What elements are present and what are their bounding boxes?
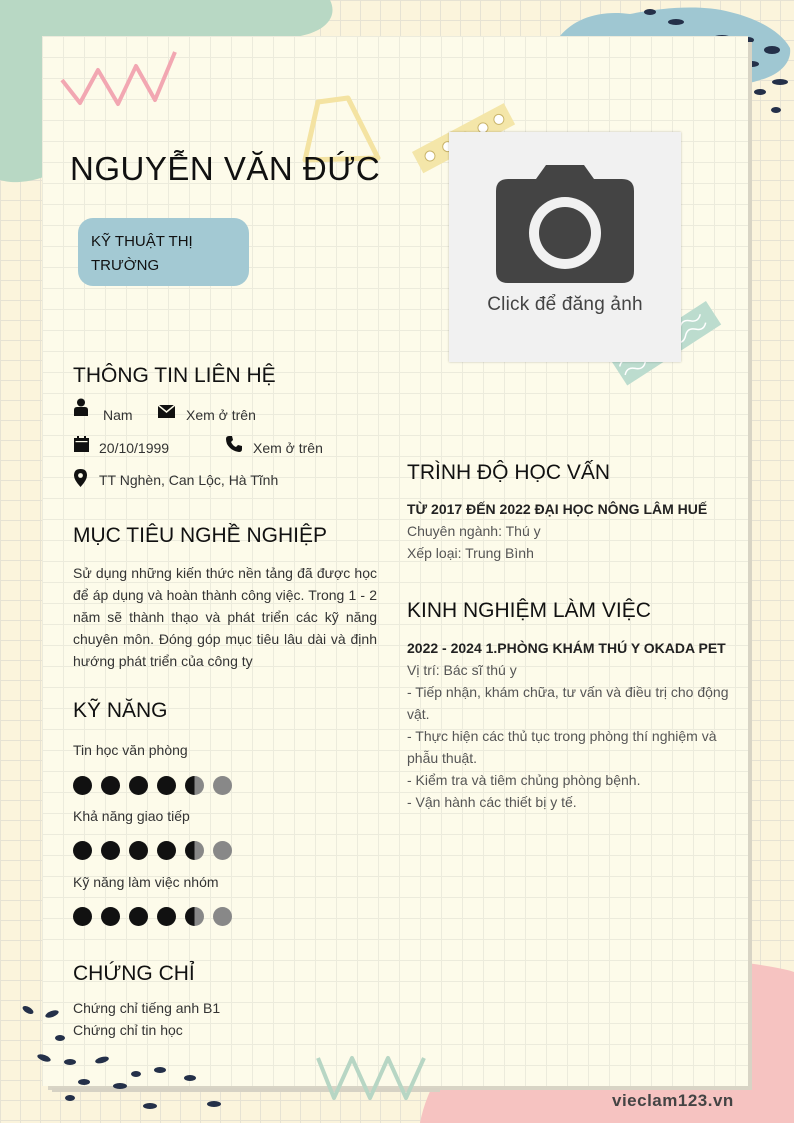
pink-zigzag [62,52,175,104]
objective-heading: MỤC TIÊU NGHỀ NGHIỆP [73,524,327,547]
skill-rating-3 [73,907,232,926]
contact-phone[interactable]: Xem ở trên [253,440,323,456]
rating-dot [157,776,176,795]
rating-dot [157,907,176,926]
education-heading: TRÌNH ĐỘ HỌC VẤN [407,461,611,484]
experience-line[interactable]: - Tiếp nhận, khám chữa, tư vấn và điều trị cho động vật. [407,684,729,722]
contact-gender[interactable]: Nam [103,407,133,423]
camera-icon [496,165,634,285]
rating-dot [73,907,92,926]
photo-upload[interactable] [449,132,681,362]
skills-heading: KỸ NĂNG [73,699,168,722]
experience-line[interactable]: - Vận hành các thiết bị y tế. [407,794,577,810]
objective-text[interactable]: Sử dụng những kiến thức nền tảng đã được học để áp dụng và hoàn thành công việc. Trong 1 - 2 năm sẽ thành thạo và phát triển các kỹ năng chuyên môn. Đóng góp mục tiêu lâu dài và định hướng phát triển của công ty [73,565,377,669]
rating-dot [129,907,148,926]
contact-address[interactable]: TT Nghèn, Can Lộc, Hà Tĩnh [99,472,279,488]
certificates-heading: CHỨNG CHỈ [73,962,195,985]
certificate-item-2[interactable]: Chứng chỉ tin học [73,1022,183,1038]
site-watermark: vieclam123.vn [612,1091,734,1110]
rating-dot [185,841,204,860]
contact-heading: THÔNG TIN LIÊN HỆ [73,364,276,387]
rating-dot [213,776,232,795]
mail-icon [158,405,175,418]
skill-rating-2 [73,841,232,860]
experience-line[interactable]: Vị trí: Bác sĩ thú y [407,662,517,678]
position-badge[interactable] [78,218,249,286]
bottom-specks [21,1004,221,1109]
skill-name-3[interactable]: Kỹ năng làm việc nhóm [73,874,219,890]
phone-icon [226,436,242,452]
contact-birthday[interactable]: 20/10/1999 [99,440,170,456]
rating-dot [185,907,204,926]
rating-dot [101,776,120,795]
location-pin-icon [74,469,87,487]
rating-dot [213,907,232,926]
skill-name-1[interactable]: Tin học văn phòng [73,742,188,758]
rating-dot [101,907,120,926]
position-text[interactable]: KỸ THUẬT THỊ TRƯỜNG [91,233,193,274]
experience-title[interactable]: 2022 - 2024 1.PHÒNG KHÁM THÚ Y OKADA PET [407,640,726,656]
experience-details [407,659,737,813]
rating-dot [129,776,148,795]
experience-line[interactable]: - Kiểm tra và tiêm chủng phòng bệnh. [407,772,641,788]
education-title[interactable]: TỪ 2017 ĐẾN 2022 ĐẠI HỌC NÔNG LÂM HUẾ [407,501,708,517]
experience-line[interactable]: - Thực hiện các thủ tục trong phòng thí nghiệm và phẫu thuật. [407,728,717,766]
candidate-name[interactable]: NGUYỄN VĂN ĐỨC [70,150,381,187]
experience-heading: KINH NGHIỆM LÀM VIỆC [407,599,651,622]
rating-dot [157,841,176,860]
rating-dot [185,776,204,795]
certificate-item-1[interactable]: Chứng chỉ tiếng anh B1 [73,1000,221,1016]
rating-dot [129,841,148,860]
rating-dot [73,776,92,795]
rating-dot [213,841,232,860]
rating-dot [101,841,120,860]
contact-email[interactable]: Xem ở trên [186,407,256,423]
calendar-icon [74,436,89,452]
education-details [407,520,737,564]
person-icon [74,398,88,416]
rating-dot [73,841,92,860]
photo-upload-label: Click để đăng ảnh [487,294,643,315]
skill-rating-1 [73,776,232,795]
education-grade[interactable]: Xếp loại: Trung Bình [407,545,534,561]
education-major[interactable]: Chuyên ngành: Thú y [407,523,541,539]
skill-name-2[interactable]: Khả năng giao tiếp [73,808,190,824]
